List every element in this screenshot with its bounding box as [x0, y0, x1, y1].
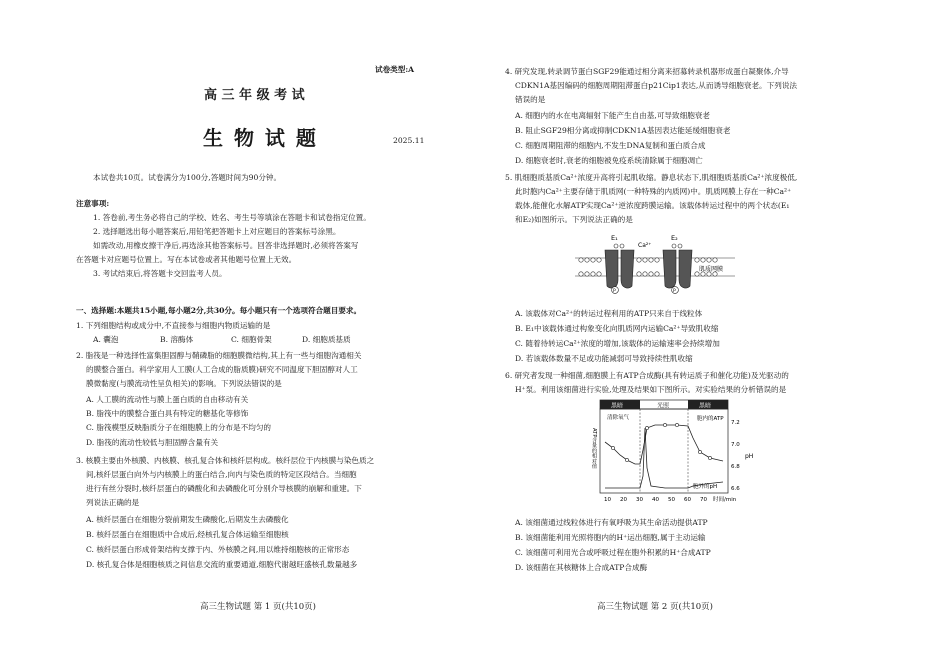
ph-tick: 6.6: [731, 486, 740, 492]
q2-stem: 的膜整合蛋白。科学家用人工膜(人工合成的脂质膜)研究不同温度下胆固醇对人工: [86, 365, 358, 374]
intro-text: 本试卷共10页。试卷满分为100分,答题时间为90分钟。: [93, 173, 282, 182]
paper-type: 试卷类型:A: [375, 65, 415, 74]
label-extracellular-ph: 胞外的pH: [693, 484, 718, 490]
q3-option-c: C. 核纤层蛋白形成骨架结构支撑于内、外核膜之间,用以维持细胞核的正常形态: [86, 545, 350, 554]
exam-date: 2025.11: [393, 136, 425, 145]
q3-stem: 进行有丝分裂时,核纤层蛋白的磷酸化和去磷酸化可分别介导核膜的崩解和重建。下: [86, 484, 362, 493]
q2-option-b: B. 脂筏中的膜整合蛋白具有特定的糖基化等修饰: [86, 409, 249, 418]
q3-option-d: D. 核孔复合体是细胞核质之间信息交流的重要通道,细胞代谢越旺盛核孔数量越多: [86, 560, 358, 569]
q5-stem: 载体,能催化水解ATP实现Ca²⁺逆浓度跨膜运输。该载体转运过程中的两个状态(E₁: [515, 201, 790, 210]
label-p2: P: [673, 289, 676, 294]
atp-curve: [605, 425, 723, 464]
section-heading: 一、选择题:本题共15小题,每小题2分,共30分。每小题只有一个选项符合题目要求。: [76, 306, 362, 315]
band-label-dark-1: 黑暗: [611, 402, 624, 410]
q6-option-a: A. 该细菌通过线粒体进行有氧呼吸为其生命活动提供ATP: [515, 518, 708, 527]
q5-stem: 此时胞内Ca²⁺主要存储于肌质网(一种特殊的内质网)中。肌质网膜上存在一种Ca²⁺: [515, 187, 792, 196]
q5-stem: 5. 肌细胞质基质Ca²⁺浓度升高将引起肌收缩。静息状态下,肌细胞质基质Ca²⁺浓度极低,: [505, 173, 798, 182]
q5-option-c: C. 随着待转运Ca²⁺浓度的增加,该载体的运输速率会持续增加: [515, 339, 720, 348]
q3-stem: 列说法正确的是: [86, 498, 140, 507]
ph-ticks: [731, 420, 740, 492]
q1-option-a: A. 囊泡: [93, 335, 119, 344]
x-tick: 20: [620, 497, 627, 503]
q3-stem: 间,核纤层蛋白向外与内核膜上的蛋白结合,向内与染色质的特定区段结合。当细胞: [86, 470, 357, 479]
label-ca: Ca²⁺: [638, 242, 652, 249]
atp-points: [611, 423, 711, 461]
notes-title: 注意事项:: [76, 199, 110, 208]
q4-option-b: B. 阻止SGF29相分离或抑制CDKN1A基因表达能延缓细胞衰老: [515, 126, 731, 135]
q5-option-a: A. 该载体对Ca²⁺的转运过程利用的ATP只来自于线粒体: [515, 309, 703, 318]
band-label-light: 光照: [657, 402, 670, 410]
ph-tick: 7.0: [731, 442, 740, 448]
exam-page-2: [475, 0, 950, 658]
note-line: 如需改动,用橡皮擦干净后,再选涂其他答案标号。回答非选择题时,必须将答案写: [93, 241, 359, 250]
note-line: 在答题卡对应题号位置上。写在本试卷或者其他题号位置上无效。: [76, 255, 297, 264]
q2-option-c: C. 脂筏模型反映脂质分子在细胞膜上的分布是不均匀的: [86, 423, 272, 432]
label-remove-o2: 清除氧气: [607, 415, 630, 421]
q5-option-b: B. E₁中该载体通过构象变化向肌质网内运输Ca²⁺导致肌收缩: [515, 324, 719, 333]
calcium-pump-figure: [575, 228, 735, 304]
note-line: 2. 选择题选出每小题答案后,用铅笔把答题卡上对应题目的答案标号涂黑。: [93, 227, 341, 236]
x-tick: 40: [652, 497, 659, 503]
ylabel-left: ATP含量的相对值: [591, 428, 597, 469]
label-intracellular-atp: 胞内的ATP: [697, 416, 724, 422]
q5-stem: 和E₂)如图所示。下列说法正确的是: [515, 215, 633, 224]
q6-stem: H⁺泵。利用该细菌进行实验,处理及结果如下图所示。对实验结果的分析错误的是: [515, 385, 787, 394]
exam-title: 高 三 年 级 考 试: [204, 88, 305, 103]
note-line: 3. 考试结束后,将答题卡交回监考人员。: [93, 269, 227, 278]
label-e2: E₂: [671, 234, 678, 242]
q1-option-c: C. 细胞骨架: [231, 335, 272, 344]
q2-option-a: A. 人工膜的流动性与膜上蛋白质的自由移动有关: [86, 395, 249, 404]
carrier-e1: [605, 250, 634, 293]
page-footer: 高三生物试题 第 1 页(共10页): [200, 602, 316, 612]
x-ticks: [604, 497, 707, 503]
label-e1: E₁: [611, 234, 618, 242]
label-membrane: 肌质网膜: [699, 266, 724, 273]
label-p1: P: [613, 289, 616, 294]
q4-stem: CDKN1A基因编码的细胞周期阻滞蛋白p21Cip1表达,从而诱导细胞衰老。下列说法: [515, 81, 798, 90]
ylabel-right: pH: [745, 453, 754, 460]
q4-option-c: C. 细胞周期阻滞的细胞内,不发生DNA复制和蛋白质合成: [515, 141, 706, 150]
q4-stem: 4. 研究发现,转录调节蛋白SGF29能通过相分离来招募转录机器形成蛋白凝聚体,介导: [505, 67, 789, 76]
q6-option-c: C. 该细菌可利用光合或呼吸过程在胞外积累的H⁺合成ATP: [515, 548, 711, 557]
q3-option-b: B. 核纤层蛋白在细胞质中合成后,经核孔复合体运输至细胞核: [86, 530, 289, 539]
q4-option-d: D. 细胞衰老时,衰老的细胞被免疫系统清除属于细胞凋亡: [515, 156, 703, 165]
band-label-dark-2: 黑暗: [699, 402, 712, 410]
xlabel: 时间/min: [713, 497, 737, 503]
x-tick: 50: [668, 497, 675, 503]
note-line: 1. 答卷前,考生务必将自己的学校、姓名、考生号等填涂在答题卡和试卷指定位置。: [93, 213, 371, 222]
q2-option-d: D. 脂筏的流动性较低与胆固醇含量有关: [86, 438, 219, 447]
q2-stem: 膜微黏度(与膜流动性呈负相关)的影响。下列说法错误的是: [86, 379, 282, 388]
carrier-e2: [663, 250, 692, 293]
x-tick: 70: [700, 497, 707, 503]
subject-title: 生 物 试 题: [203, 126, 318, 150]
q2-stem: 2. 脂筏是一种选择性富集胆固醇与鞘磷脂的细胞膜微结构,其上有一些与细胞沟通相关: [76, 351, 362, 360]
q3-stem: 3. 核膜主要由外核膜、内核膜、核孔复合体和核纤层构成。核纤层位于内核膜与染色质之: [76, 456, 375, 465]
q3-option-a: A. 核纤层蛋白在细胞分裂前期发生磷酸化,后期发生去磷酸化: [86, 515, 289, 524]
ph-tick: 6.8: [731, 464, 740, 470]
q1-option-b: B. 溶酶体: [160, 335, 194, 344]
q6-option-d: D. 该细菌在其核糖体上合成ATP合成酶: [515, 563, 648, 572]
q4-option-a: A. 细胞内的水在电离辐射下能产生自由基,可导致细胞衰老: [515, 111, 710, 120]
q6-chart: [585, 398, 755, 510]
q1-option-d: D. 细胞质基质: [302, 335, 351, 344]
ph-tick: 7.2: [731, 420, 740, 426]
q6-option-b: B. 该细菌能利用光照将胞内的H⁺运出细胞,属于主动运输: [515, 533, 706, 542]
x-tick: 60: [684, 497, 691, 503]
page-footer: 高三生物试题 第 2 页(共10页): [597, 602, 713, 612]
ph-curve: [605, 428, 723, 488]
q5-option-d: D. 若该载体数量不足或功能减弱可导致持续性肌收缩: [515, 354, 693, 363]
q4-stem: 错误的是: [515, 95, 546, 104]
x-tick: 30: [636, 497, 643, 503]
q6-stem: 6. 研究者发现一种细菌,细胞膜上有ATP合成酶(具有转运质子和催化功能)及光驱动的: [505, 371, 789, 380]
q1-stem: 1. 下列细胞结构或成分中,不直接参与细胞内物质运输的是: [76, 321, 271, 330]
x-tick: 10: [604, 497, 611, 503]
